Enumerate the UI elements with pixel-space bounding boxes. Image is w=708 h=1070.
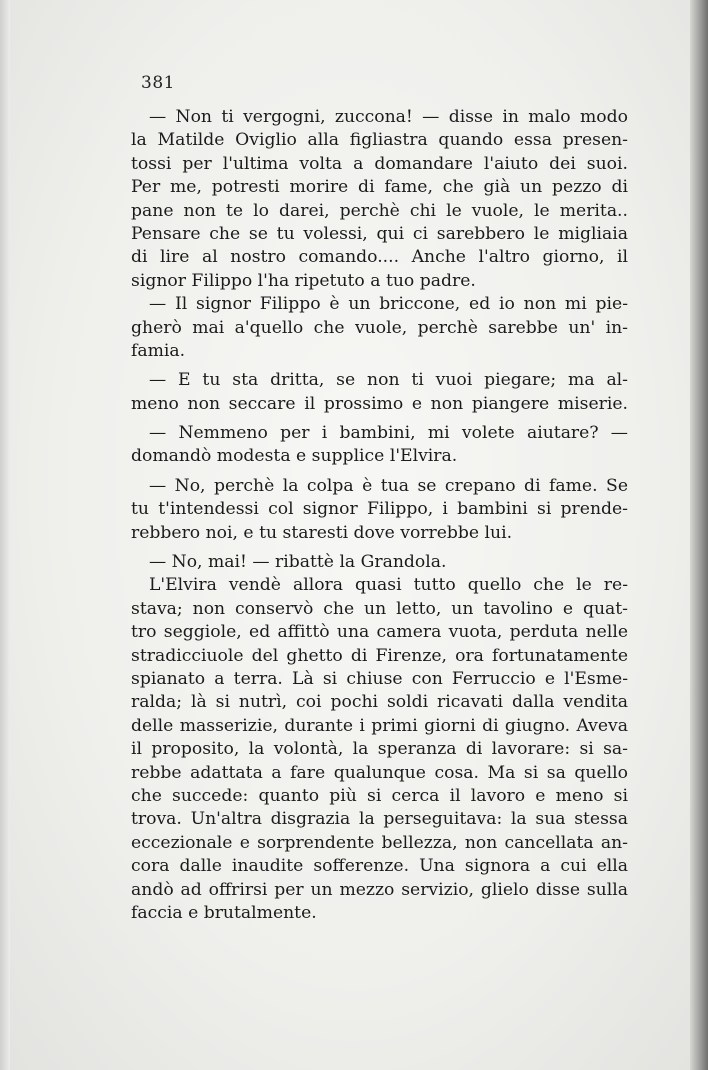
text-line: stradicciuole del ghetto di Firenze, ora fortunatamente (131, 645, 628, 666)
page-left-edge (0, 0, 10, 1070)
page-number: 381 (141, 73, 175, 93)
text-line: stava; non conservò che un letto, un tavolino e quat- (131, 598, 628, 619)
text-line: che succede: quanto più si cerca il lavoro e meno si (131, 785, 628, 806)
text-line: famia. (131, 340, 186, 361)
text-line: faccia e brutalmente. (131, 902, 317, 923)
text-line: tro seggiole, ed affittò una camera vuota, perduta nelle (131, 622, 628, 643)
text-line: L'Elvira vendè allora quasi tutto quello che le re- (149, 575, 628, 596)
text-line: andò ad offrirsi per un mezzo servizio, glielo disse sulla (131, 879, 628, 900)
text-line: — Non ti vergogni, zuccona! — disse in malo modo (149, 107, 628, 127)
text-line: — No, mai! — ribattè la Grandola. (149, 552, 447, 573)
text-line: cora dalle inaudite sofferenze. Una signora a cui ella (131, 856, 628, 877)
text-line: Pensare che se tu volessi, qui ci sarebbero le migliaia (131, 223, 628, 244)
text-line: gherò mai a'quello che vuole, perchè sarebbe un' in- (131, 317, 628, 338)
text-line: — No, perchè la colpa è tua se crepano di fame. Se (149, 475, 628, 496)
text-line: — Il signor Filippo è un briccone, ed io non mi pie- (149, 294, 628, 315)
text-line: domandò modesta e supplice l'Elvira. (131, 446, 458, 467)
text-line: eccezionale e sorprendente bellezza, non cancellata an- (131, 832, 628, 853)
text-line: ralda; là si nutrì, coi pochi soldi ricavati dalla vendita (131, 692, 628, 713)
text-line: spianato a terra. Là si chiuse con Ferruccio e l'Esme- (131, 668, 628, 689)
text-line: — Nemmeno per i bambini, mi volete aiutare? — (149, 423, 628, 444)
text-line: meno non seccare il prossimo e non piangere miserie. (131, 393, 628, 414)
body-text (131, 106, 628, 925)
text-line: tossi per l'ultima volta a domandare l'aiuto dei suoi. (131, 153, 628, 174)
text-line: signor Filippo l'ha ripetuto a tuo padre. (131, 270, 476, 291)
text-line: rebbe adattata a fare qualunque cosa. Ma si sa quello (131, 762, 628, 783)
text-line: rebbero noi, e tu staresti dove vorrebbe lui. (131, 522, 513, 543)
text-line: trova. Un'altra disgrazia la perseguitava: la sua stessa (131, 809, 628, 830)
text-line: il proposito, la volontà, la speranza di lavorare: si sa- (131, 739, 628, 760)
text-line: delle masserizie, durante i primi giorni di giugno. Aveva (131, 715, 628, 736)
page-binding-shadow (690, 0, 708, 1070)
text-line: la Matilde Oviglio alla figliastra quando essa presen- (131, 130, 628, 151)
text-line: — E tu sta dritta, se non ti vuoi piegare; ma al- (149, 370, 628, 391)
text-line: Per me, potresti morire di fame, che già un pezzo di (131, 177, 628, 198)
text-line: di lire al nostro comando.... Anche l'altro giorno, il (131, 247, 628, 268)
text-line: tu t'intendessi col signor Filippo, i bambini si prende- (131, 499, 628, 520)
text-line: pane non te lo darei, perchè chi le vuole, le merita.. (131, 200, 628, 221)
